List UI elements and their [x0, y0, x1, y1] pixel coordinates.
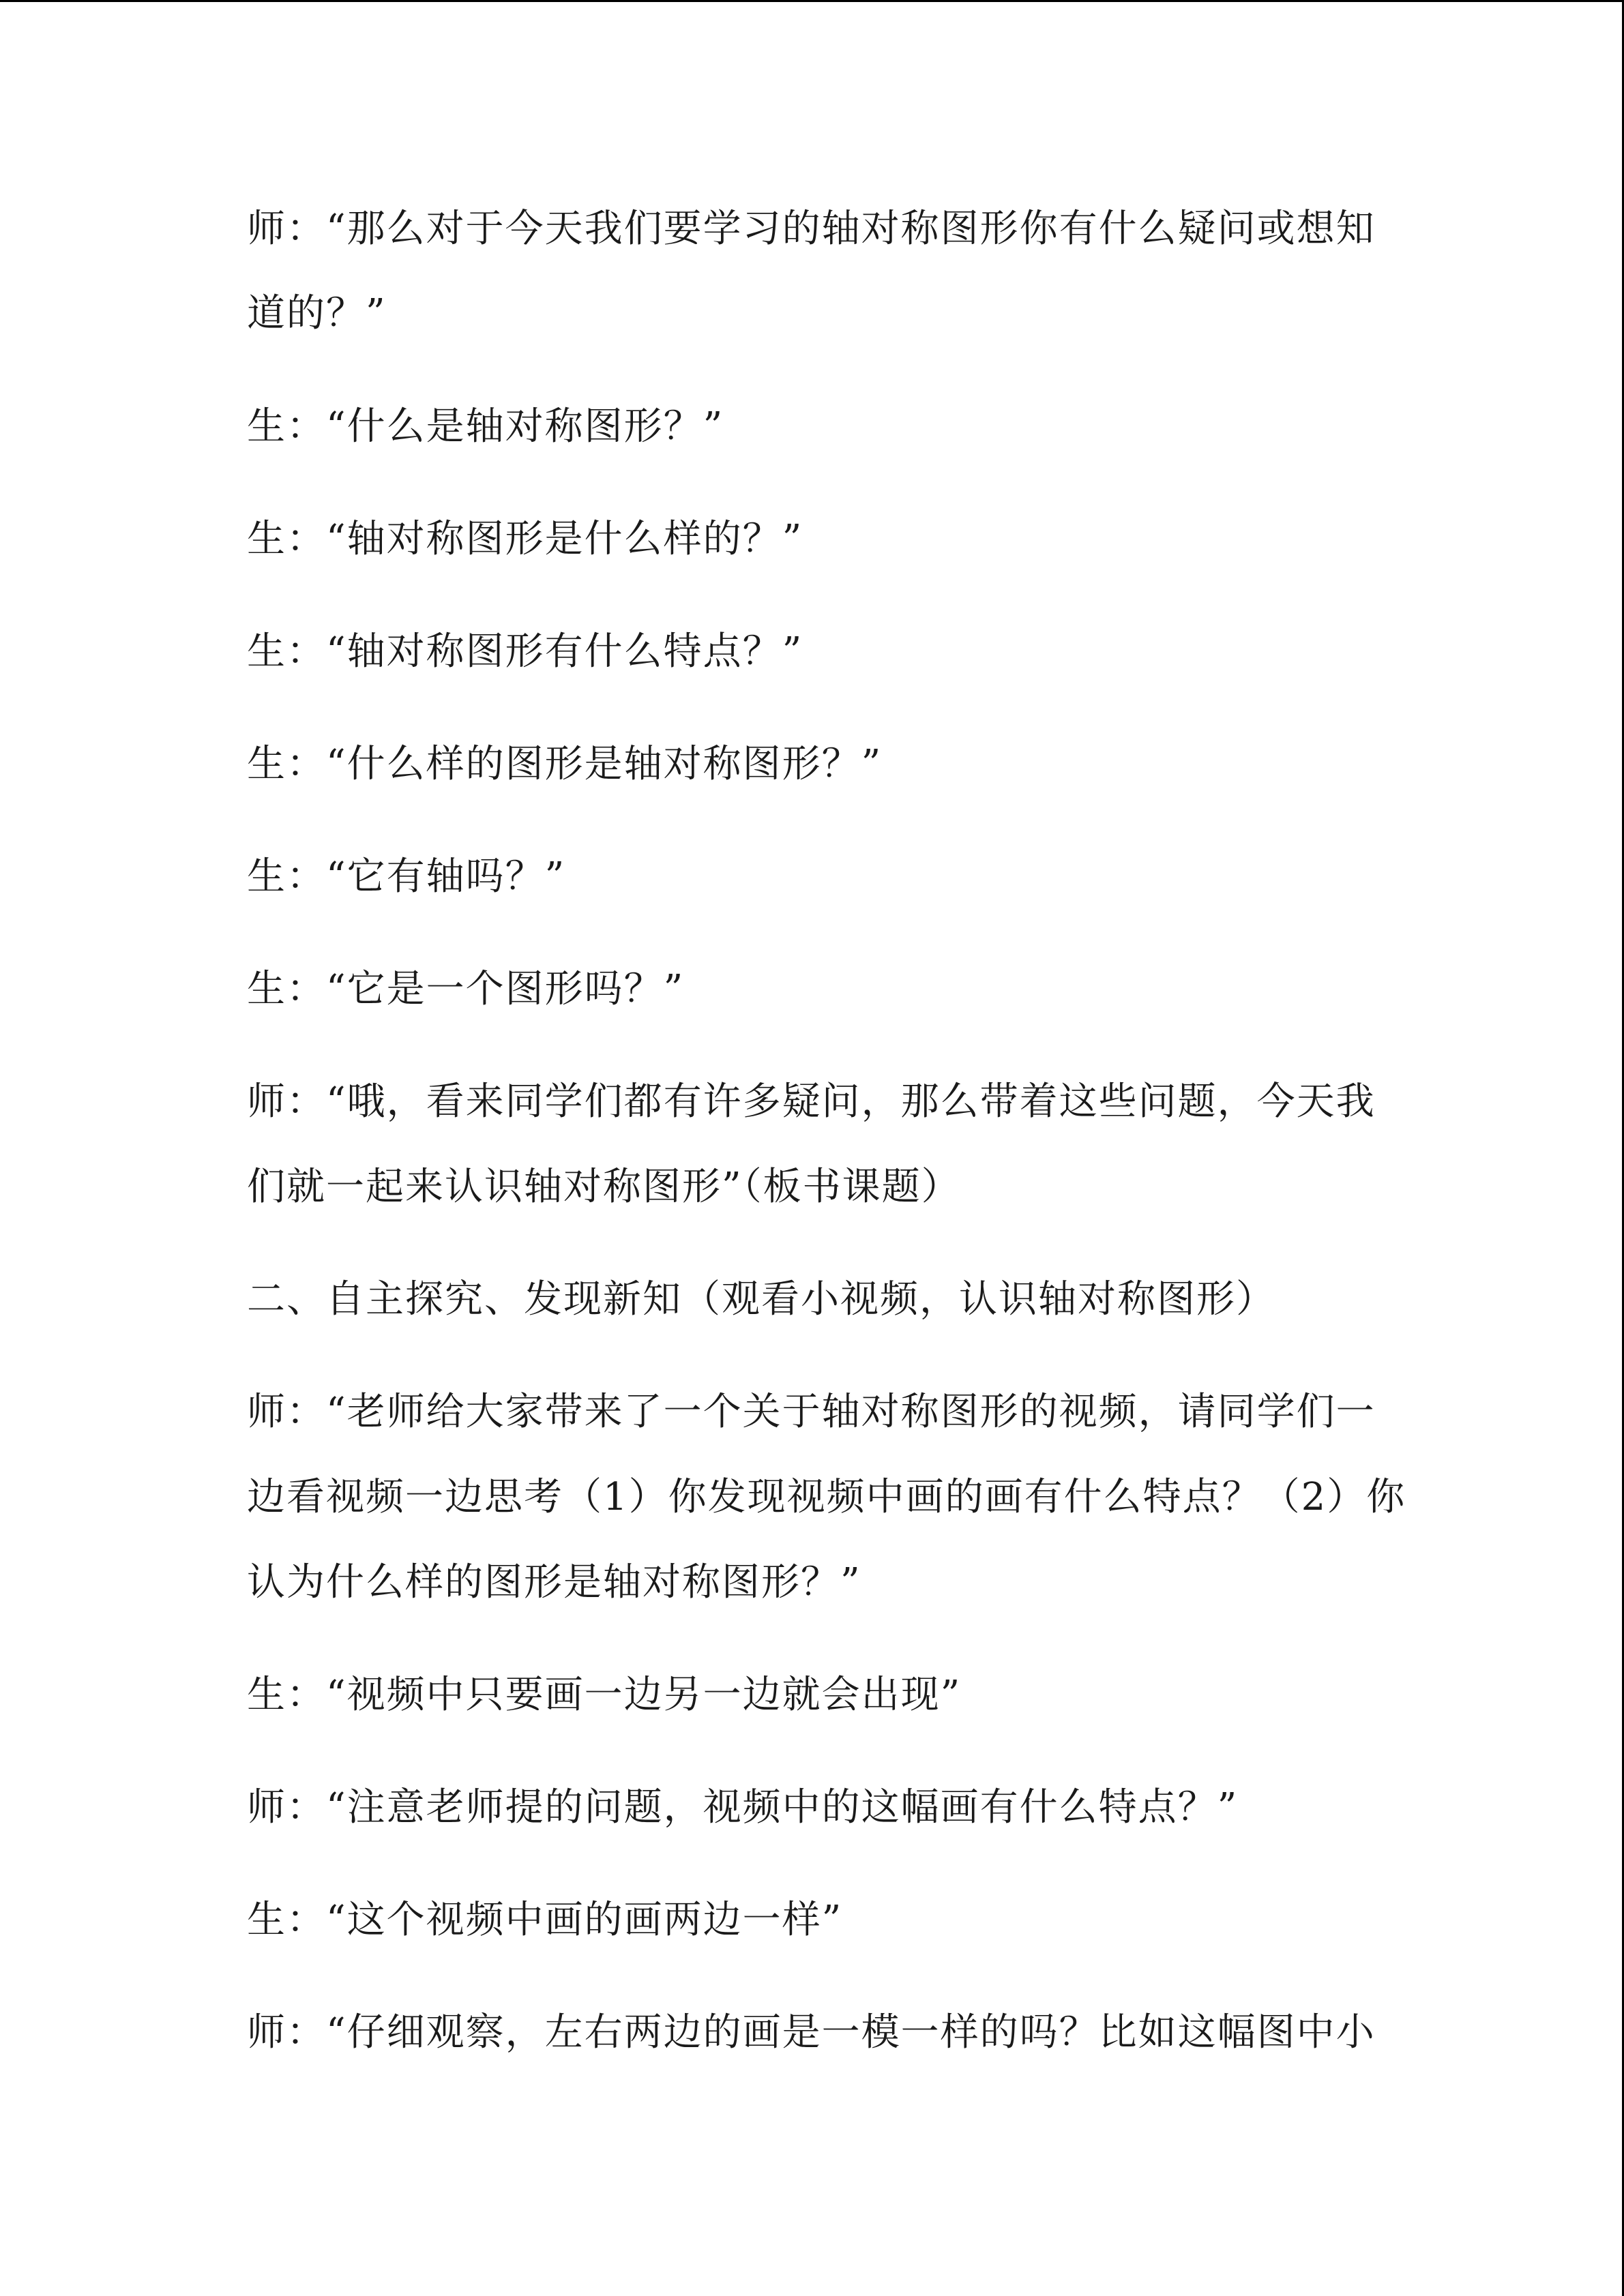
page-top-border — [0, 0, 1624, 2]
text-line: 们就一起来认识轴对称图形”（板书课题） — [247, 1165, 961, 1209]
text-line: 师：“老师给大家带来了一个关于轴对称图形的视频，请同学们一 — [247, 1390, 1376, 1434]
text-line: 边看视频一边思考（1）你发现视频中画的画有什么特点？（2）你 — [247, 1475, 1406, 1519]
text-line: 生：“什么是轴对称图形？” — [247, 404, 724, 449]
section-heading: 二、自主探究、发现新知（观看小视频，认识轴对称图形） — [247, 1277, 1275, 1322]
text-line: 道的？” — [247, 291, 387, 336]
text-line: 生：“视频中只要画一边另一边就会出现” — [247, 1673, 962, 1717]
text-line: 师：“那么对于今天我们要学习的轴对称图形你有什么疑问或想知 — [247, 207, 1376, 251]
text-line: 师：“仔细观察，左右两边的画是一模一样的吗？比如这幅图中小 — [247, 2010, 1376, 2055]
text-line: 生：“轴对称图形有什么特点？” — [247, 629, 803, 674]
text-line: 生：“这个视频中画的画两边一样” — [247, 1898, 843, 1942]
text-line: 生：“它有轴吗？” — [247, 854, 566, 899]
text-line: 生：“轴对称图形是什么样的？” — [247, 517, 803, 561]
text-line: 生：“它是一个图形吗？” — [247, 967, 685, 1011]
text-line: 师：“注意老师提的问题，视频中的这幅画有什么特点？” — [247, 1785, 1239, 1830]
text-line: 师：“哦，看来同学们都有许多疑问，那么带着这些问题，今天我 — [247, 1079, 1376, 1124]
text-line: 生：“什么样的图形是轴对称图形？” — [247, 742, 883, 786]
text-line: 认为什么样的图形是轴对称图形？” — [247, 1560, 861, 1605]
